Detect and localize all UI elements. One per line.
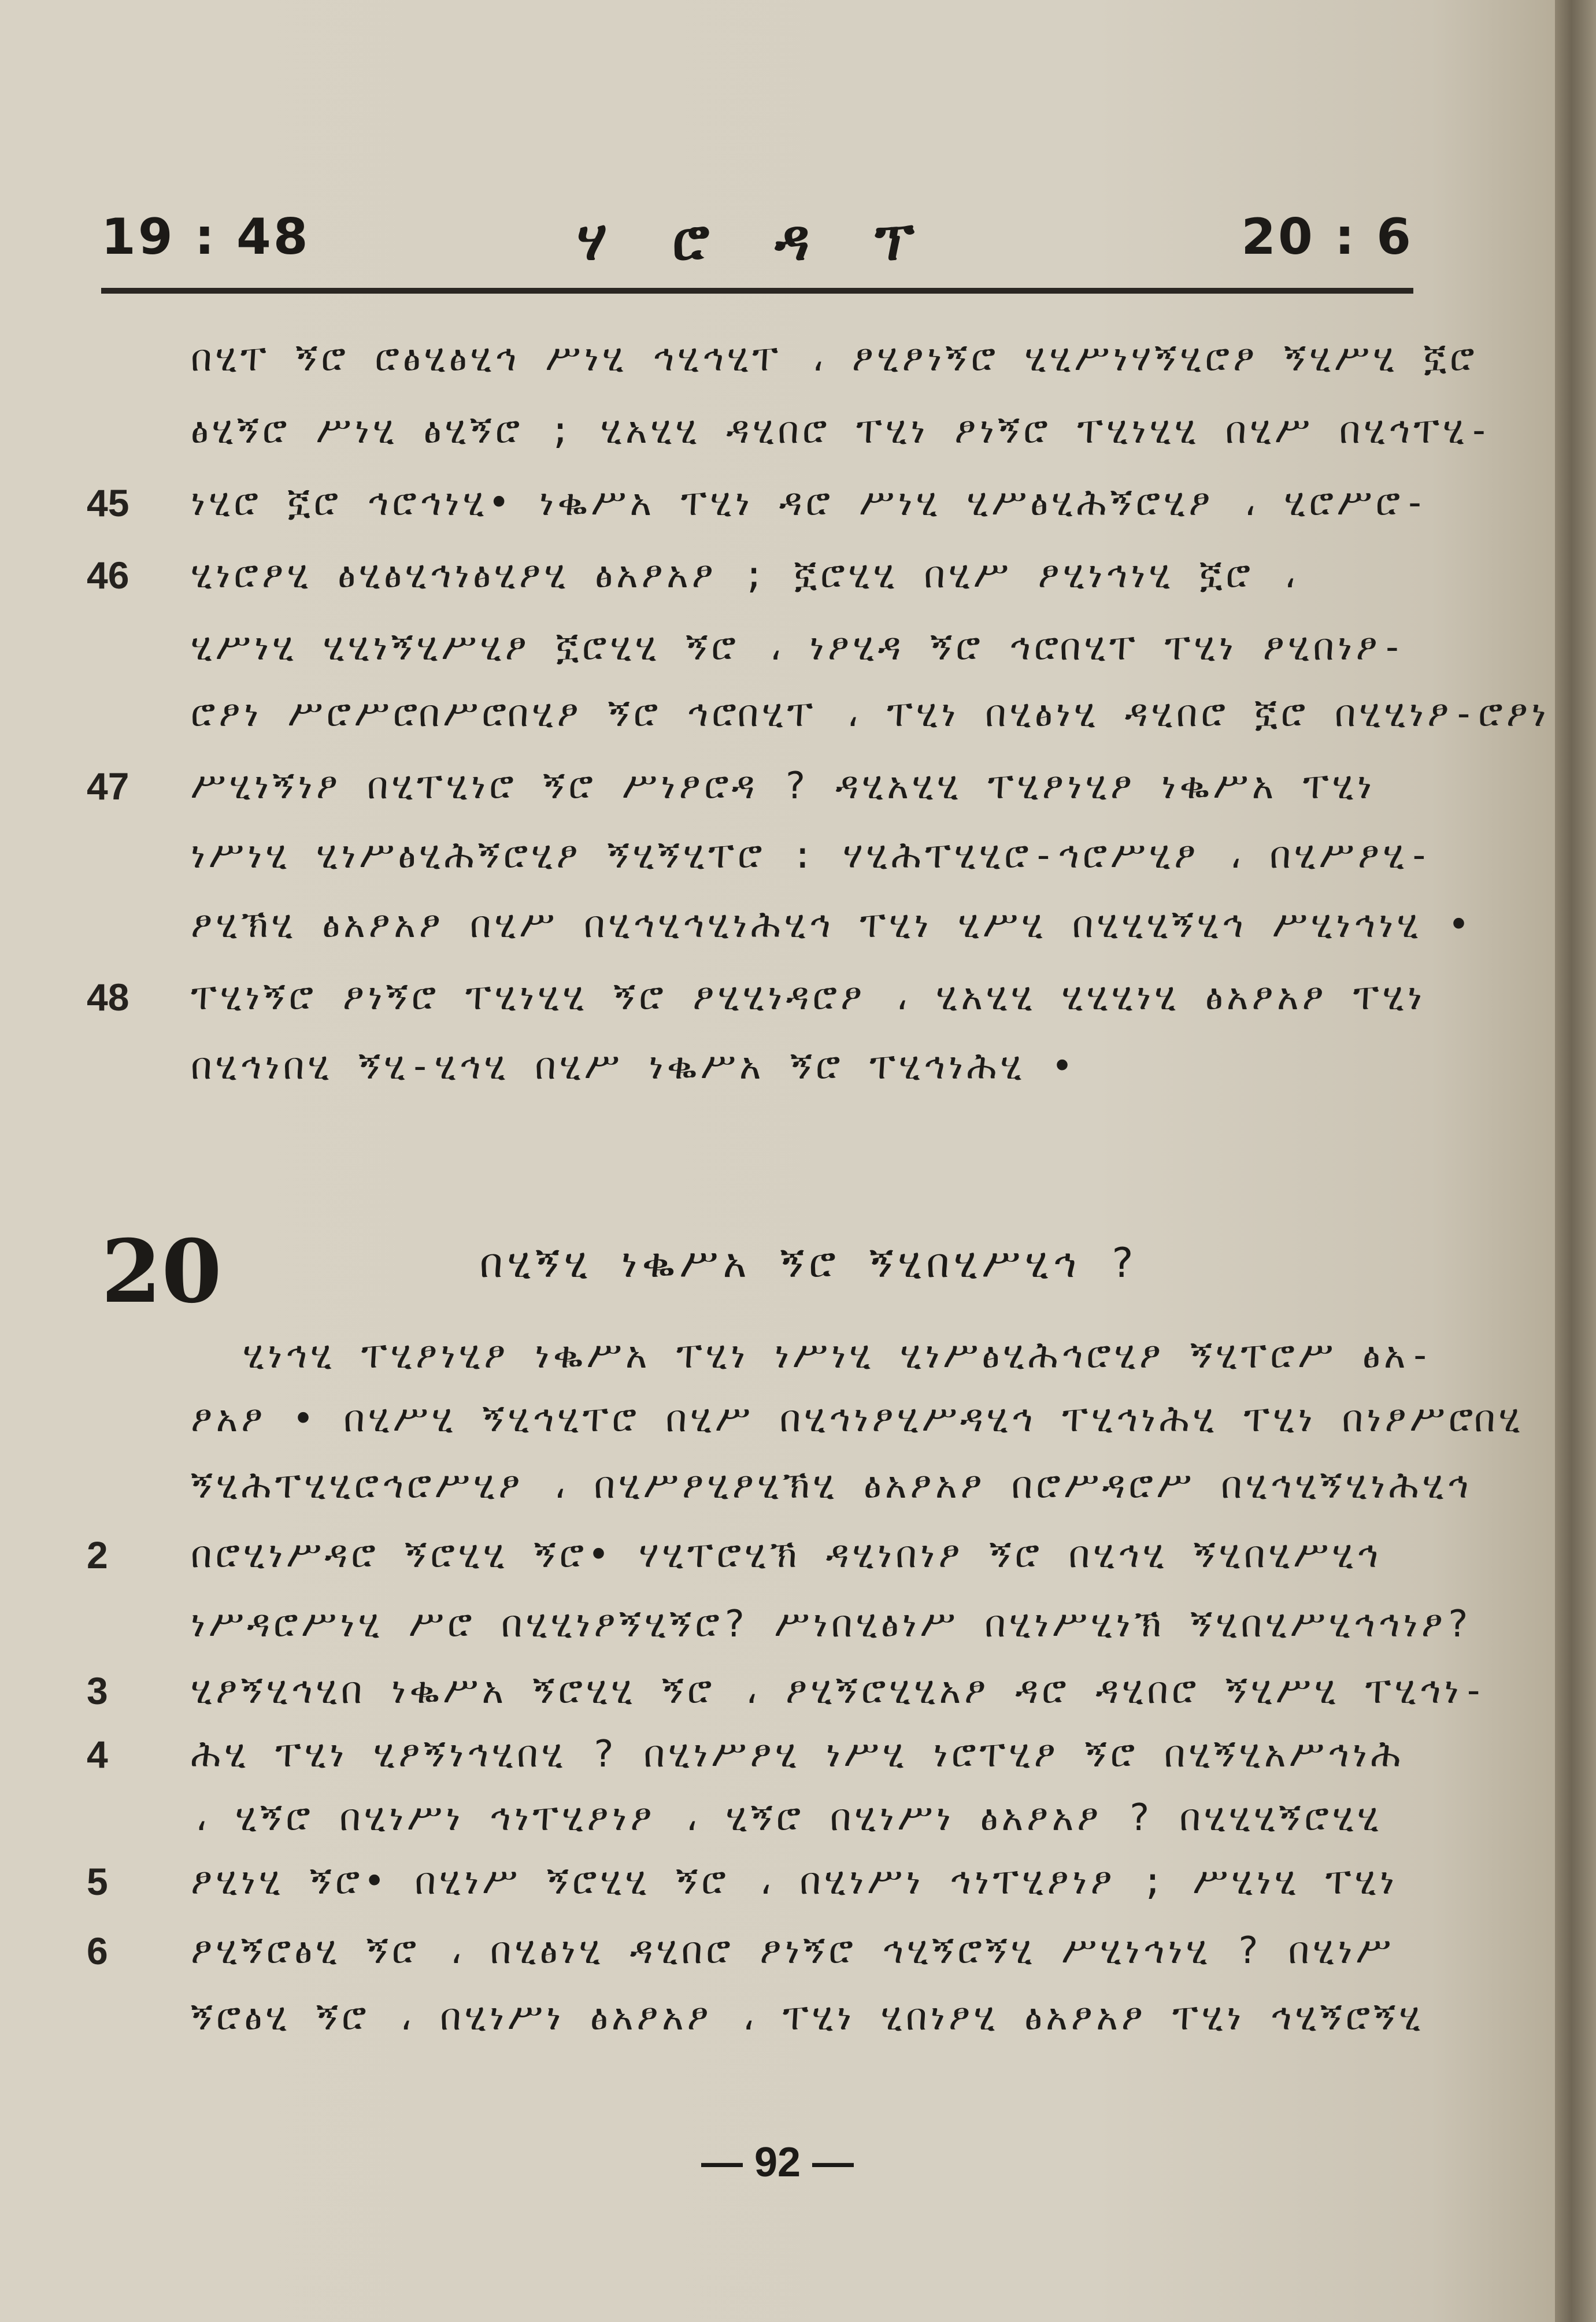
text-line: ነሥነሂ ሂነሥፅሂሕኝሮሂፆ ኝሂኝሂፐሮ : ሃሂሕፐሂሂሮ-ኅሮሥሂፆ ، በሂሥፆሂ- bbox=[191, 834, 1434, 877]
text-line: ኝሂሕፐሂሂሮኅሮሥሂፆ ، በሂሥፆሂፆሂኽሂ ፅአፆአፆ በሮሥዳሮሥ በሂኅሂኝሂነሕሂኅ bbox=[191, 1464, 1472, 1507]
text-line: ሕሂ ፐሂነ ሂፆኝነኅሂበሂ ? በሂነሥፆሂ ነሥሂ ነሮፐሂፆ ኝሮ በሂኝሂአሥኅነሕ bbox=[191, 1733, 1405, 1776]
text-line: ሥሂነኝነፆ በሂፐሂነሮ ኝሮ ሥነፆሮዳ ? ዳሂአሂሂ ፐሂፆነሂፆ ነቈሥአ ፐሂነ bbox=[191, 765, 1376, 808]
chapter-title: በሂኝሂ ነቈሥአ ኝሮ ኝሂበሂሥሂኅ ? bbox=[479, 1239, 1139, 1287]
header-left-reference: 19 : 48 bbox=[101, 208, 310, 266]
verse-number: 2 bbox=[87, 1534, 108, 1576]
verse-number: 46 bbox=[87, 554, 129, 597]
text-line: በሂፐ ኝሮ ሮፅሂፅሂኅ ሥነሂ ኅሂኅሂፐ ، ፆሂፆነኝሮ ሂሂሥነሃኝሂሮፆ ኝሂሥሂ ኟሮ bbox=[191, 337, 1478, 380]
verse-number: 5 bbox=[87, 1860, 108, 1903]
verse-number: 6 bbox=[87, 1930, 108, 1972]
text-line: ፐሂነኝሮ ፆነኝሮ ፐሂነሂሂ ኝሮ ፆሂሂነዳሮፆ ، ሂአሂሂ ሂሂሂነሂ ፅአፆአፆ ፐሂነ bbox=[191, 976, 1426, 1019]
text-line: ሂፆኝሂኅሂበ ነቈሥአ ኝሮሂሂ ኝሮ ، ፆሂኝሮሂሂአፆ ዳሮ ዳሂበሮ ኝሂሥሂ ፐሂኅነ- bbox=[191, 1669, 1488, 1712]
text-line: በሮሂነሥዳሮ ኝሮሂሂ ኝሮ• ሃሂፐሮሂኽ ዳሂነበነፆ ኝሮ በሂኅሂ ኝሂበሂሥሂኅ bbox=[191, 1534, 1382, 1576]
verse-number: 3 bbox=[87, 1669, 108, 1712]
text-line: ሂነሮፆሂ ፅሂፅሂኅነፅሂፆሂ ፅአፆአፆ ; ኟሮሂሂ በሂሥ ፆሂነኅነሂ ኟሮ ، bbox=[191, 554, 1302, 597]
text-line: ፆሂኽሂ ፅአፆአፆ በሂሥ በሂኅሂኅሂነሕሂኅ ፐሂነ ሂሥሂ በሂሂሂኝሂኅ ሥሂነኅነሂ • bbox=[191, 903, 1473, 946]
verse-number: 48 bbox=[87, 976, 129, 1019]
text-line: ሂሥነሂ ሂሂነኝሂሥሂፆ ኟሮሂሂ ኝሮ ، ነፆሂዳ ኝሮ ኅሮበሂፐ ፐሂነ ፆሂበነፆ- bbox=[191, 626, 1407, 669]
running-header bbox=[101, 197, 1413, 277]
header-rule bbox=[101, 288, 1413, 294]
text-line: ነሥዳሮሥነሂ ሥሮ በሂሂነፆኝሂኝሮ? ሥነበሂፅነሥ በሂነሥሂነኽ ኝሂበሂሥሂኅኅነፆ? bbox=[191, 1603, 1472, 1646]
text-line: በሂኅነበሂ ኝሂ-ሂኅሂ በሂሥ ነቈሥአ ኝሮ ፐሂኅነሕሂ • bbox=[191, 1045, 1077, 1088]
text-line: ሮፆነ ሥሮሥሮበሥሮበሂፆ ኝሮ ኅሮበሂፐ ، ፐሂነ በሂፅነሂ ዳሂበሮ ኟሮ በሂሂነፆ-ሮፆነ bbox=[191, 692, 1550, 735]
text-line: ኝሮፅሂ ኝሮ ، በሂነሥነ ፅአፆአፆ ، ፐሂነ ሂበነፆሂ ፅአፆአፆ ፐሂነ ኅሂኝሮኝሂ bbox=[191, 1996, 1424, 2039]
text-line: ፅሂኝሮ ሥነሂ ፅሂኝሮ ; ሂአሂሂ ዳሂበሮ ፐሂነ ፆነኝሮ ፐሂነሂሂ በሂሥ በሂኅፐሂ- bbox=[191, 409, 1494, 452]
text-line: ሂነኅሂ ፐሂፆነሂፆ ነቈሥአ ፐሂነ ነሥነሂ ሂነሥፅሂሕኅሮሂፆ ኝሂፐሮሥ ፅአ- bbox=[243, 1334, 1435, 1377]
text-line: ፆሂነሂ ኝሮ• በሂነሥ ኝሮሂሂ ኝሮ ، በሂነሥነ ኅነፐሂፆነፆ ; ሥሂነሂ ፐሂነ bbox=[191, 1860, 1398, 1903]
page-number: — 92 — bbox=[701, 2139, 854, 2186]
chapter-number: 20 bbox=[101, 1221, 222, 1323]
text-line: ፆሂኝሮፅሂ ኝሮ ، በሂፅነሂ ዳሂበሮ ፆነኝሮ ኅሂኝሮኝሂ ሥሂነኅነሂ ? በሂነሥ bbox=[191, 1930, 1395, 1972]
verse-number: 45 bbox=[87, 482, 129, 524]
text-line: ነሂሮ ኟሮ ኅሮኅነሂ• ነቈሥአ ፐሂነ ዳሮ ሥነሂ ሂሥፅሂሕኝሮሂፆ ، ሂሮሥሮ- bbox=[191, 482, 1430, 524]
verse-number: 47 bbox=[87, 765, 129, 808]
verse-number: 4 bbox=[87, 1733, 108, 1776]
header-right-reference: 20 : 6 bbox=[1241, 208, 1413, 266]
text-line: ፆአፆ • በሂሥሂ ኝሂኅሂፐሮ በሂሥ በሂኅነፆሂሥዳሂኅ ፐሂኅነሕሂ ፐሂነ በነፆሥሮበሂ bbox=[191, 1398, 1524, 1440]
book-spine-shadow bbox=[1555, 0, 1596, 2322]
text-line: ، ሂኝሮ በሂነሥነ ኅነፐሂፆነፆ ، ሂኝሮ በሂነሥነ ፅአፆአፆ ? በሂሂሂኝሮሂሂ bbox=[191, 1797, 1383, 1839]
header-title: ሃ ሮ ዳ ፕ bbox=[577, 208, 938, 273]
